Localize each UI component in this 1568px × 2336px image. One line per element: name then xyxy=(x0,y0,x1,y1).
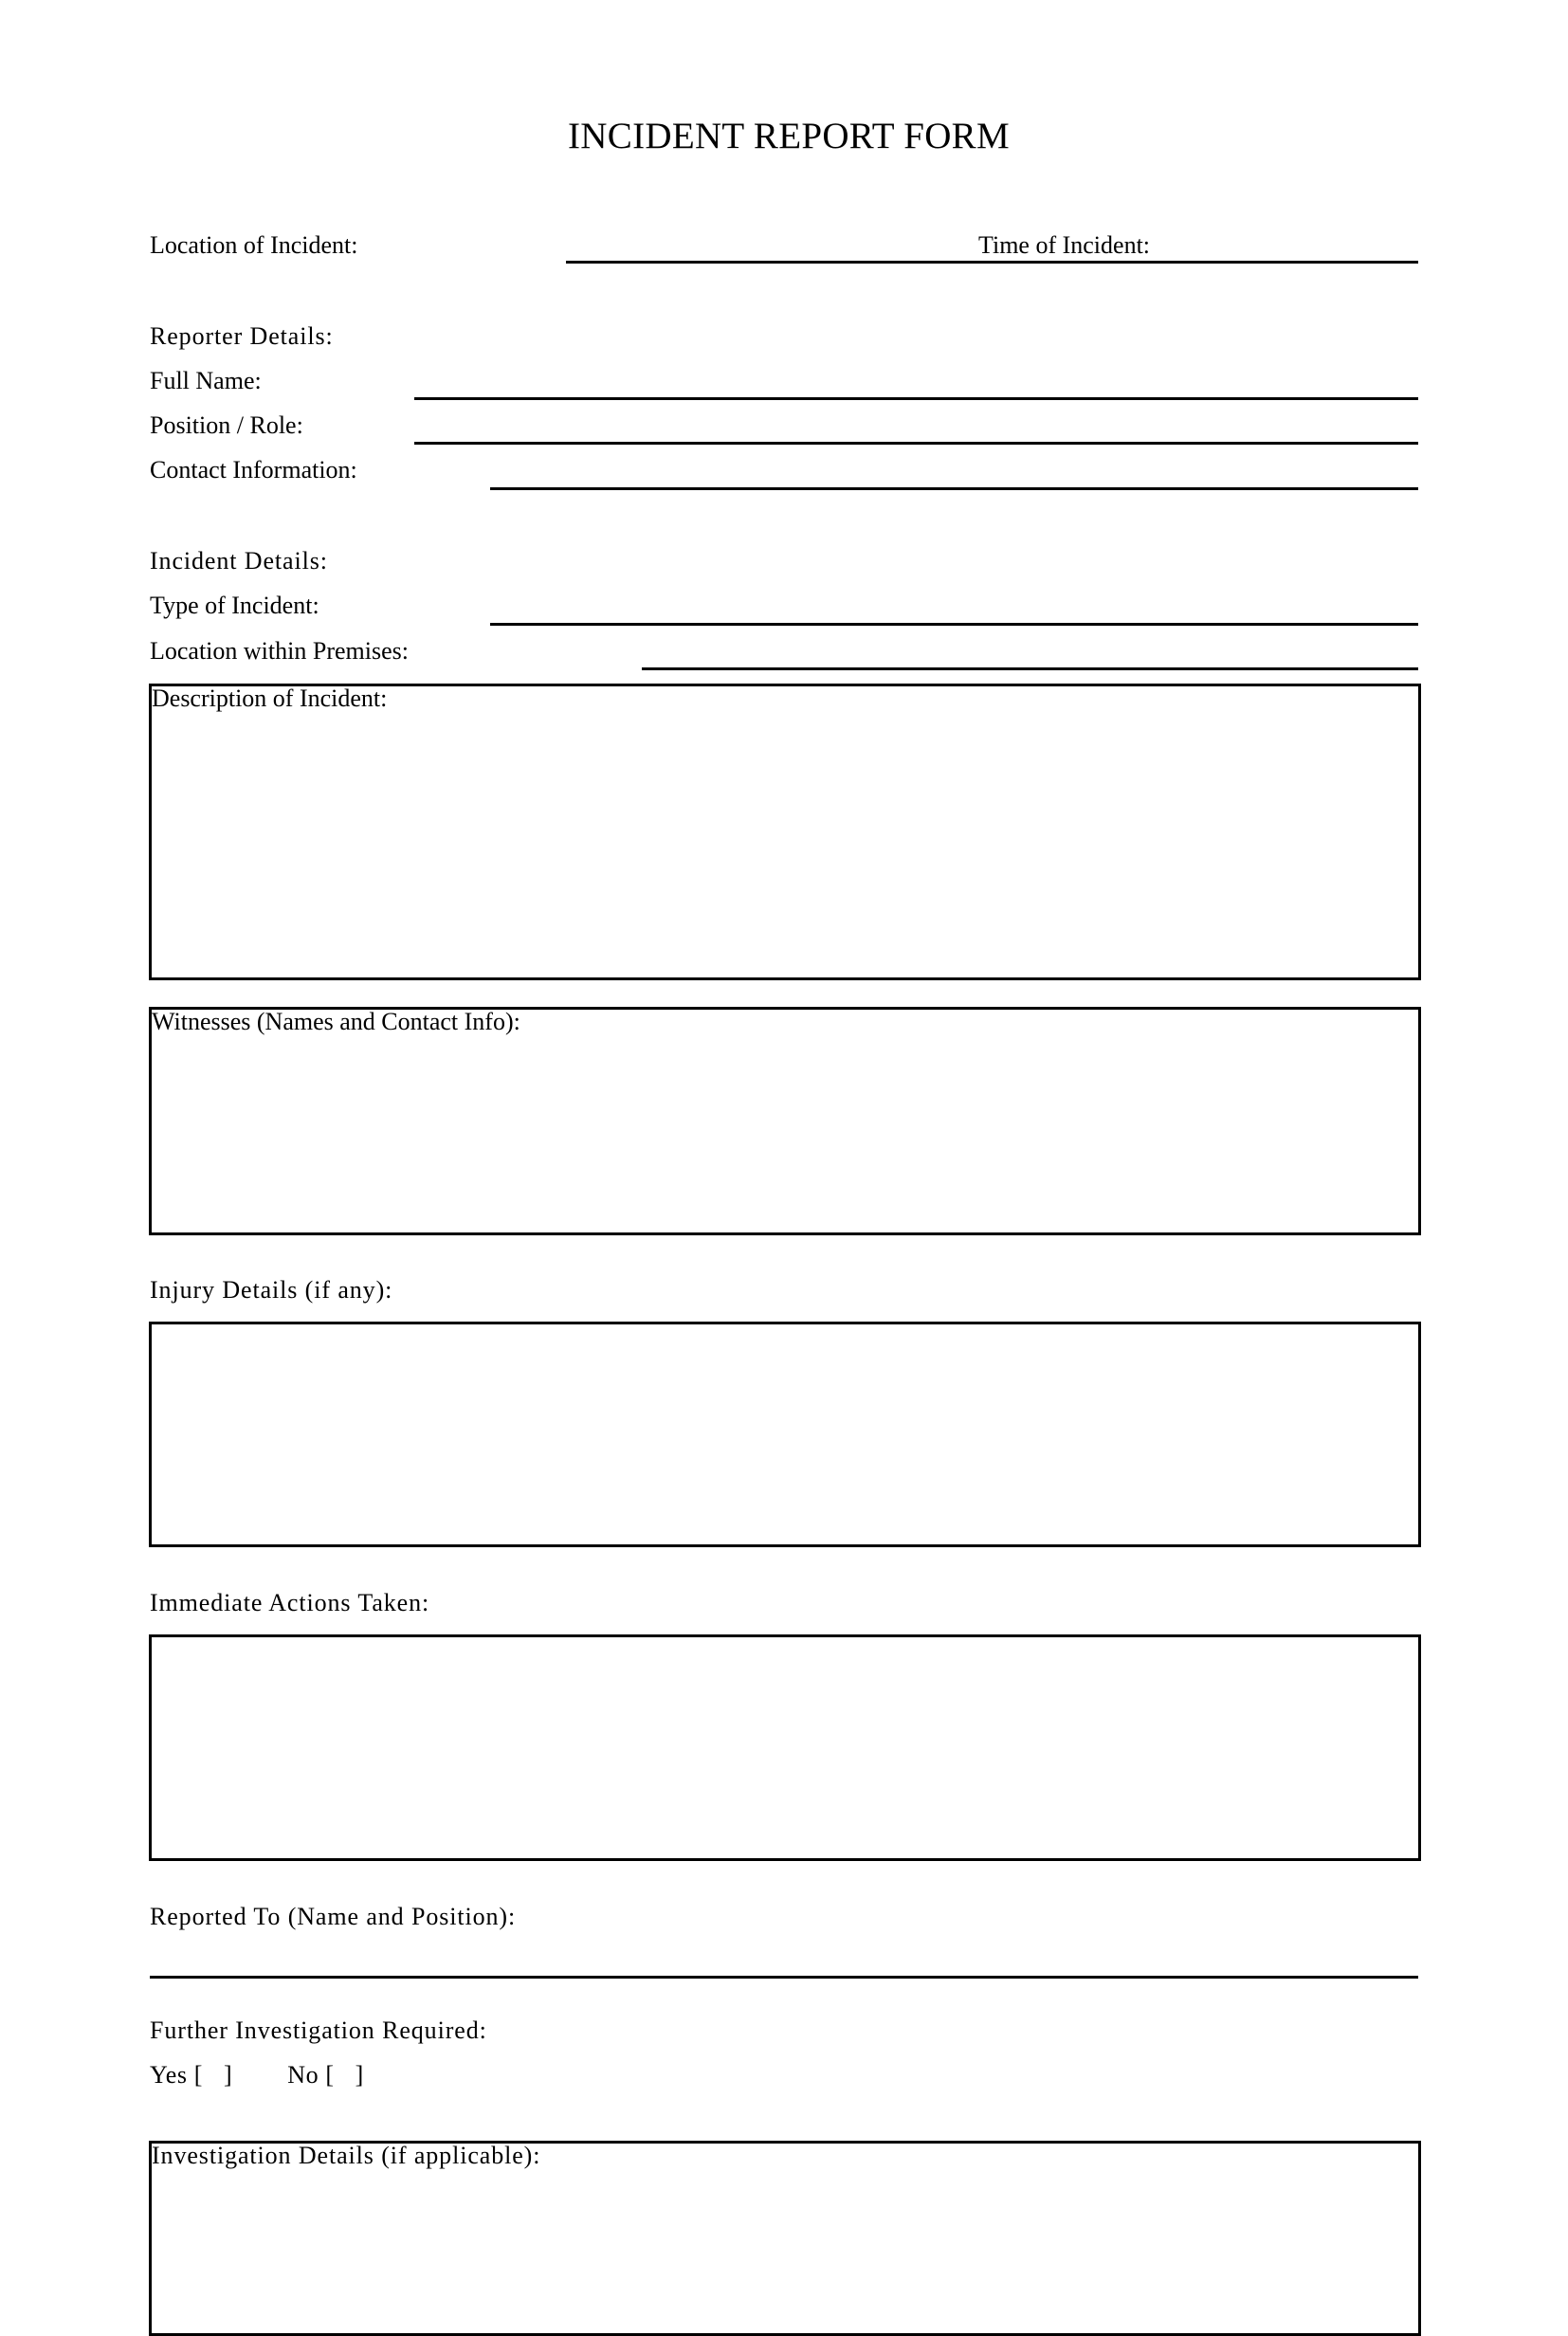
yes-checkbox[interactable] xyxy=(150,2061,232,2090)
incident-details-heading: Incident Details: xyxy=(150,547,328,575)
reporter-details-heading: Reporter Details: xyxy=(150,322,334,350)
type-of-incident-label: Type of Incident: xyxy=(150,592,319,619)
reported-to-label: Reported To (Name and Position): xyxy=(150,1903,517,1930)
location-time-input-line[interactable] xyxy=(566,261,1418,264)
no-option-label: No [ xyxy=(287,2061,335,2089)
injury-details-label: Injury Details (if any): xyxy=(150,1276,393,1304)
full-name-input-line[interactable] xyxy=(414,397,1418,400)
description-of-incident-box[interactable] xyxy=(149,684,1421,980)
reported-to-input-line[interactable] xyxy=(150,1976,1418,1979)
full-name-label: Full Name: xyxy=(150,367,262,394)
yes-option-label: Yes [ xyxy=(150,2061,203,2089)
injury-details-box[interactable] xyxy=(149,1322,1421,1547)
investigation-details-box[interactable] xyxy=(149,2141,1421,2336)
location-within-premises-label: Location within Premises: xyxy=(150,637,409,665)
investigation-details-label: Investigation Details (if applicable): xyxy=(152,2142,541,2169)
no-checkbox[interactable] xyxy=(287,2061,364,2090)
further-investigation-label: Further Investigation Required: xyxy=(150,2017,487,2044)
type-of-incident-input-line[interactable] xyxy=(490,623,1418,626)
yes-close-bracket: ] xyxy=(224,2061,233,2089)
contact-information-input-line[interactable] xyxy=(490,487,1418,490)
time-of-incident-label: Time of Incident: xyxy=(978,231,1151,259)
no-close-bracket: ] xyxy=(355,2061,364,2089)
description-of-incident-label: Description of Incident: xyxy=(152,684,388,712)
location-of-incident-label: Location of Incident: xyxy=(150,231,358,259)
witnesses-label: Witnesses (Names and Contact Info): xyxy=(152,1008,520,1035)
immediate-actions-label: Immediate Actions Taken: xyxy=(150,1589,430,1616)
position-role-input-line[interactable] xyxy=(414,442,1418,445)
location-within-premises-input-line[interactable] xyxy=(642,667,1418,670)
page-title: INCIDENT REPORT FORM xyxy=(568,116,1010,156)
immediate-actions-box[interactable] xyxy=(149,1634,1421,1861)
contact-information-label: Contact Information: xyxy=(150,456,357,484)
position-role-label: Position / Role: xyxy=(150,411,303,439)
witnesses-box[interactable] xyxy=(149,1007,1421,1235)
further-investigation-options xyxy=(150,2061,364,2090)
